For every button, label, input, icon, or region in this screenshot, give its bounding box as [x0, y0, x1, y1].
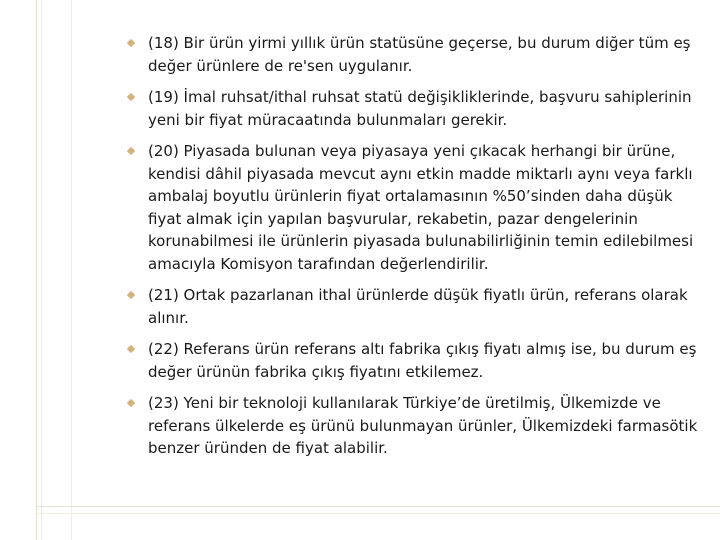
bullet-item-21: [128, 284, 706, 329]
diamond-bullet-icon: [127, 291, 135, 299]
bullet-item-23: [128, 392, 706, 460]
decorative-left-frame: [36, 0, 76, 540]
bullet-item-22: [128, 338, 706, 383]
bullet-item-19: [128, 86, 706, 131]
decorative-bottom-frame: [36, 506, 720, 540]
bullet-text: (19) İmal ruhsat/ithal ruhsat statü değişikliklerinde, başvuru sahiplerinin yeni bir fiyat müracaatında bulunmaları gerekir.: [148, 88, 692, 129]
bullet-list: [128, 32, 706, 460]
diamond-bullet-icon: [127, 147, 135, 155]
diamond-bullet-icon: [127, 399, 135, 407]
bullet-item-18: [128, 32, 706, 77]
diamond-bullet-icon: [127, 345, 135, 353]
slide-content: [128, 32, 706, 469]
diamond-bullet-icon: [127, 93, 135, 101]
bullet-item-20: [128, 140, 706, 275]
bullet-text: (23) Yeni bir teknoloji kullanılarak Türkiye’de üretilmiş, Ülkemizde ve referans ülkelerde eş ürünü bulunmayan ürünler, Ülkemizdeki farmasötik benzer üründen de fiyat alabilir.: [148, 394, 698, 457]
bullet-text: (20) Piyasada bulunan veya piyasaya yeni çıkacak herhangi bir ürüne, kendisi dâhil piyasada mevcut aynı etkin madde miktarlı aynı veya farklı ambalaj boyutlu ürünlerin fiyat ortalamasının %50’sinden daha düşük fiyat almak için yapılan başvurular, rekabetin, pazar dengelerinin korunabilmesi ile ürünlerin piyasada bulunabilirliğinin temin edilebilmesi amacıyla Komisyon tarafından değerlendirilir.: [148, 142, 694, 273]
bullet-text: (21) Ortak pazarlanan ithal ürünlerde düşük fiyatlı ürün, referans olarak alınır.: [148, 286, 688, 327]
diamond-bullet-icon: [127, 39, 135, 47]
bullet-text: (22) Referans ürün referans altı fabrika çıkış fiyatı almış ise, bu durum eş değer ürünün fabrika çıkış fiyatını etkilemez.: [148, 340, 697, 381]
bullet-text: (18) Bir ürün yirmi yıllık ürün statüsüne geçerse, bu durum diğer tüm eş değer ürünlere de re'sen uygulanır.: [148, 34, 691, 75]
